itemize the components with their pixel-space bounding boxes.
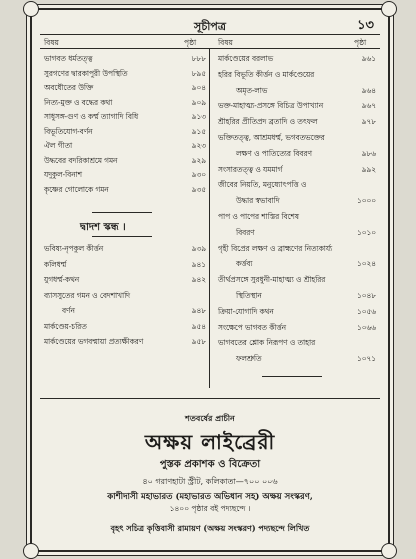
toc-entry-title: ব্যাসসুতের গমন ও বেদশাখাদি [44, 290, 130, 300]
ad-line-1: কাশীদাসী মহাভারত (মহাভারত অভিধান সহ) অক্ষয় সংস্করণ, [107, 492, 313, 502]
toc-entry-page: ১০৬৬ [357, 322, 376, 332]
col-head-right-page: পৃষ্ঠা [354, 38, 367, 47]
toc-entry-page: ১০২৪ [357, 259, 376, 269]
col-head-left-page: পৃষ্ঠা [184, 38, 197, 47]
toc-entry-title: হরির বিভূতি কীর্ত্তন ও মার্কণ্ডেয়ের [218, 69, 315, 79]
toc-entry-title: যুগধর্ম্ম-কথন [44, 275, 80, 284]
toc-entry-title: ভাগবতের শ্লোক নিরূপণ ও তাহার [218, 338, 316, 348]
toc-entry-title: সংক্ষেপে ভাগবত কীর্ত্তন [218, 322, 286, 332]
ad-line-2: ১৪০০ পৃষ্ঠার বই পদ্যছন্দে । [169, 504, 251, 513]
toc-entry-title: সুরগণের দ্বারকাপুরী উপস্থিতি [44, 68, 128, 78]
toc-entry-title: ফলশ্রুতি [236, 354, 262, 364]
toc-entry-title: তীর্থপ্রসঙ্গে সুরধুনী-মাহাত্ম্য ও শ্রীহরির [218, 275, 326, 285]
toc-entry-page: ৯৩৫ [191, 184, 206, 194]
contents-bottom-rule [40, 398, 380, 399]
toc-entry-title: জীবের নিয়তি, মনুষ্যোৎপত্তি ও [218, 180, 307, 190]
toc-entry-title: অবধৌতের উক্তি [44, 83, 94, 92]
publisher-address: ৪০ গরাণহাটা স্ট্রীট, কলিকাতা—৭০০ ০০৬ [142, 477, 278, 486]
toc-entry-title: পাপ ও পাপের শাস্তির বিশেষ [218, 212, 299, 221]
toc-entry-page: ১০৪৮ [357, 291, 376, 300]
toc-entry-page: ৯৫৪ [191, 321, 206, 331]
toc-entry-page: ৯১৩ [191, 112, 206, 121]
right-end-rule [262, 376, 322, 377]
publisher-name: অক্ষয় লাইব্রেরী [144, 430, 276, 454]
column-header-rule [40, 48, 380, 49]
toc-entry-page: ৯৫৮ [191, 337, 206, 346]
toc-entry-page: ১০১০ [357, 227, 376, 237]
toc-entry-title: বিবরণ [236, 227, 255, 237]
toc-entry-page: ৯২৩ [191, 141, 206, 150]
toc-entry-title: স্থিতিস্থান [236, 291, 262, 300]
toc-entry-title: ক্রিয়া-যোগাদি কথন [218, 306, 274, 316]
col-head-left-subject: বিষয় [44, 38, 59, 47]
page-title: সূচীপত্র [194, 20, 226, 33]
toc-entry-page: ৯৪৮ [191, 306, 206, 315]
toc-entry-title: নিত্য-মুক্ত ও বদ্ধের কথা [44, 97, 113, 107]
section-rule-bottom [92, 236, 152, 237]
corner-ornament [23, 543, 39, 559]
toc-entry-title: ঐল গীতা [44, 141, 73, 150]
publisher-role: পুস্তক প্রকাশক ও বিক্রেতা [159, 459, 261, 470]
book-page [30, 8, 390, 552]
toc-entry-page: ৮৯৫ [191, 68, 206, 78]
toc-entry-page: ৯৩০ [191, 170, 206, 179]
section-rule-top [92, 212, 152, 213]
toc-entry-title: উদ্ধবের বদরিকাশ্রমে গমন [44, 155, 118, 165]
toc-entry-page: ৯০৪ [191, 83, 206, 92]
toc-entry-page: ৯৬৪ [361, 85, 376, 95]
section-heading: দ্বাদশ স্কন্ধ । [80, 222, 126, 233]
toc-entry-title: ভাগবত ধর্মতত্ত্ব [44, 54, 93, 63]
toc-entry-page: ১০৫৬ [357, 306, 376, 316]
toc-entry-title: কৃষ্ণের গোলোকে গমন [44, 184, 109, 194]
toc-entry-title: অমৃত-লাভ [236, 85, 268, 95]
publisher-tagline: শতবর্ষের প্রাচীন [185, 413, 235, 423]
toc-entry-page: ৯৯২ [361, 164, 376, 174]
toc-entry-title: উদ্ধার স্বভাবাদি [236, 196, 280, 206]
toc-entry-page: ৯৬৭ [361, 101, 376, 111]
toc-entry-title: ভবিষ্য-নৃপকুল কীর্ত্তন [44, 244, 104, 253]
toc-entry-page: ৯৪২ [191, 275, 206, 284]
toc-entry-title: গৃহী বিপ্রের লক্ষণ ও ব্রাহ্মণের নিত্যকার্য্য [218, 243, 333, 253]
toc-entry-page: ৮৮৮ [191, 54, 206, 63]
toc-entry-title: ভক্ত-মাহাত্ম্য-প্রসঙ্গে বিচিত্র উপাখ্যান [218, 101, 324, 111]
toc-entry-page: ৯৬১ [361, 54, 376, 63]
toc-entry-page: ৯৭৮ [361, 117, 376, 127]
toc-entry-title: সাধুসঙ্গ-গুণ ও কর্ম্ম ত্যাগাদি বিধি [44, 112, 139, 121]
toc-entry-page: ৯৩৯ [191, 244, 206, 253]
toc-entry-title: বিভূতিযোগ-বর্ণন [44, 126, 93, 136]
column-divider [209, 48, 210, 388]
toc-entry-title: লক্ষণ ও পাতিত্যের বিবরণ [236, 148, 312, 158]
toc-entry-title: বর্ণন [62, 306, 75, 315]
page-number: ১৩ [357, 18, 374, 33]
ad-line-3: বৃহৎ সচিত্র কৃত্তিবাসী রামায়ণ (অক্ষয় সংস্করণ) পদ্যছন্দে লিখিত [110, 523, 310, 533]
toc-entry-title: শ্রীহরির প্রীতিপ্রদ ব্রতাদি ও তৎফল [218, 117, 318, 127]
page-header [32, 14, 388, 36]
toc-entry-title: যদুকুল-বিনাশ [44, 170, 82, 179]
toc-entry-page: ৯১৫ [191, 126, 206, 136]
toc-entry-title: ভক্তিতত্ত্ব, আশ্রমধর্ম্ম, ভগবতভক্তের [218, 133, 325, 142]
toc-entry-title: মার্কণ্ডেয়ের ভগবন্মায়া প্রত্যক্ষীকরণ [44, 337, 144, 346]
col-head-right-subject: বিষয় [218, 38, 233, 47]
toc-entry-page: ৯০৯ [191, 97, 206, 107]
toc-entry-page: ৯২৯ [191, 155, 206, 165]
toc-entry-title: মার্কণ্ডেয়-চরিত [44, 321, 87, 331]
toc-entry-title: মার্কণ্ডেয়ের বরলাভ [218, 54, 274, 63]
toc-entry-title: সংসারতত্ত্ব ও যমমার্গ [218, 164, 283, 174]
toc-entry-page: ৯৪১ [191, 259, 206, 269]
toc-entry-title: কলিধর্ম্ম [44, 259, 67, 269]
toc-entry-page: ৯৮৬ [361, 148, 376, 158]
header-rule [40, 34, 380, 35]
toc-entry-page: ১০৭১ [357, 354, 376, 364]
toc-entry-title: কর্ত্তব্য [236, 259, 253, 269]
corner-ornament [381, 543, 397, 559]
toc-entry-page: ১০০০ [357, 196, 376, 206]
